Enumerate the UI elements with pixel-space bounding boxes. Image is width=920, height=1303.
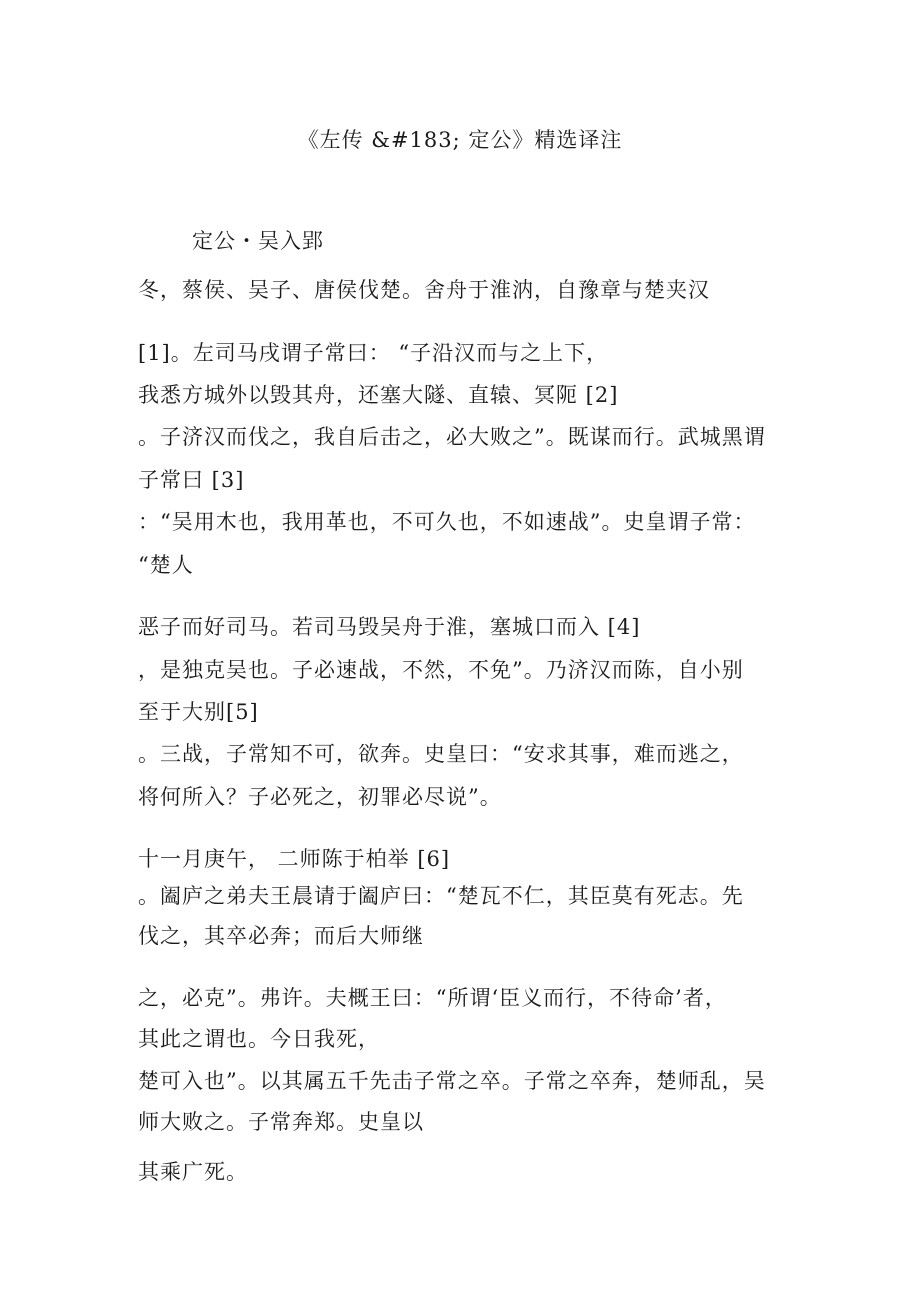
text-line: 十一月庚午， 二师陈于柏举 [6] (138, 847, 451, 871)
section-heading: 定公・吴入郢 (192, 229, 324, 253)
text-line: 楚可入也”。以其属五千先击子常之卒。子常之卒奔，楚师乱，吴 (138, 1069, 766, 1093)
text-line: ：“吴用木也，我用革也，不可久也，不如速战”。史皇谓子常： (138, 510, 756, 534)
text-line: 。子济汉而伐之，我自后击之，必大败之”。既谋而行。武城黑谓 (138, 425, 766, 449)
text-line: 其乘广死。 (138, 1160, 248, 1184)
text-line: 。阖庐之弟夫王晨请于阖庐曰：“楚瓦不仁，其臣莫有死志。先 (138, 884, 744, 908)
text-line: 我悉方城外以毁其舟，还塞大隧、直辕、冥阨 [2] (138, 383, 619, 407)
text-line: 恶子而好司马。若司马毁吴舟于淮，塞城口而入 [4] (138, 615, 641, 639)
text-line: 之，必克”。弗许。夫概王曰：“所谓‘臣义而行，不待命’者， (138, 986, 727, 1010)
text-line: “楚人 (138, 553, 194, 577)
text-line: 至于大别[5] (138, 700, 259, 724)
text-line: [1]。左司马戌谓子常曰： “子沿汉而与之上下， (138, 341, 609, 365)
text-line: 其此之谓也。今日我死， (138, 1027, 380, 1051)
text-line: 师大败之。子常奔郑。史皇以 (138, 1110, 424, 1134)
text-line: 将何所入？子必死之，初罪必尽说”。 (138, 785, 502, 809)
text-line: 伐之，其卒必奔；而后大师继 (138, 924, 424, 948)
document-title: 《左传 &#183; 定公》精选译注 (297, 128, 623, 152)
text-line: 子常曰 [3] (138, 468, 245, 492)
text-line: 。三战，子常知不可，欲奔。史皇曰：“安求其事，难而逃之， (138, 742, 744, 766)
text-line: ，是独克吴也。子必速战，不然，不免”。乃济汉而陈，自小别 (138, 658, 744, 682)
text-line: 冬，蔡侯、吴子、唐侯伐楚。舍舟于淮汭，自豫章与楚夹汉 (138, 278, 710, 302)
